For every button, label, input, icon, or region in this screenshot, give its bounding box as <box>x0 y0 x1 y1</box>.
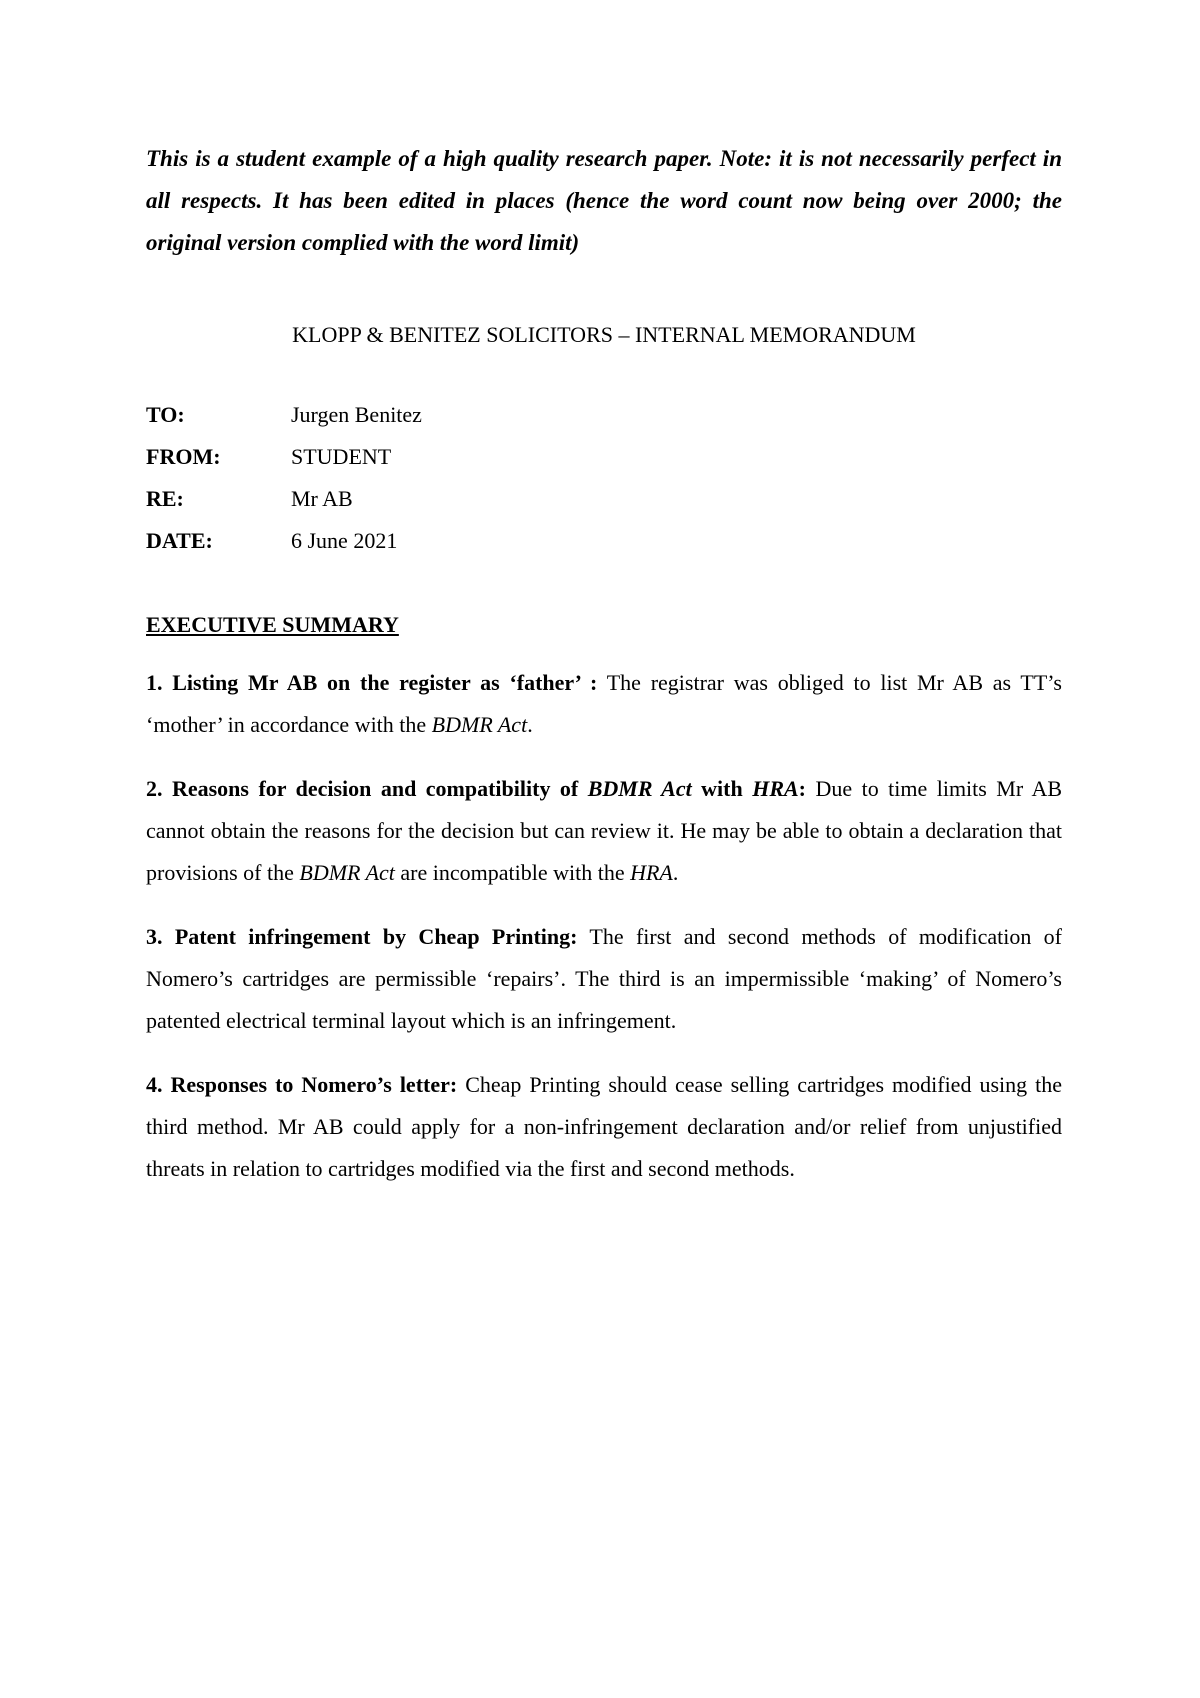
memo-title: KLOPP & BENITEZ SOLICITORS – INTERNAL MEMORANDUM <box>292 322 916 347</box>
header-value: STUDENT <box>291 444 392 469</box>
summary-item-lead: 1. Listing Mr AB on the register as ‘father’ : <box>146 670 598 695</box>
summary-item-text: . <box>527 712 533 737</box>
header-value: 6 June 2021 <box>291 528 398 553</box>
summary-item-lead <box>146 776 806 801</box>
act-reference: HRA <box>630 860 673 885</box>
summary-item-text: The first and second methods of modification of Nomero’s cartridges are permissible ‘repairs’. The third is an impermissible ‘making’ of Nomero’s patented electrical terminal layout which is an infringement. <box>146 924 1062 1033</box>
header-label: FROM: <box>146 444 221 469</box>
summary-item-lead-part: with <box>691 776 753 801</box>
header-label: RE: <box>146 486 184 511</box>
summary-item-lead-part: : <box>798 776 806 801</box>
act-reference: BDMR Act <box>299 860 395 885</box>
act-reference: HRA <box>752 776 799 801</box>
memo-header <box>146 402 1062 570</box>
header-label: DATE: <box>146 528 213 553</box>
summary-item-lead: 3. Patent infringement by Cheap Printing: <box>146 924 578 949</box>
summary-item-2 <box>146 768 1062 894</box>
summary-item-lead-part: 2. Reasons for decision and compatibility of <box>146 776 588 801</box>
summary-item-1 <box>146 662 1062 746</box>
header-row-re <box>146 486 1062 528</box>
summary-item-text: Cheap Printing should cease selling cartridges modified using the third method. Mr AB could apply for a non-infringement declaration and/or relief from unjustified threats in relation to cartridges modified via the first and second methods. <box>146 1072 1062 1181</box>
summary-item-4 <box>146 1064 1062 1190</box>
summary-item-text: The registrar was obliged to list Mr AB as TT’s ‘mother’ in accordance with the <box>146 670 1062 737</box>
summary-item-text: are incompatible with the <box>394 860 631 885</box>
summary-item-text: Due to time limits Mr AB cannot obtain the reasons for the decision but can review it. He may be able to obtain a declaration that provisions of the <box>146 776 1063 885</box>
act-reference: BDMR Act <box>587 776 692 801</box>
header-row-from <box>146 444 1062 486</box>
act-reference: BDMR Act <box>431 712 528 737</box>
summary-item-lead: 4. Responses to Nomero’s letter: <box>146 1072 458 1097</box>
header-label: TO: <box>146 402 185 427</box>
header-value: Mr AB <box>291 486 353 511</box>
header-row-date <box>146 528 1062 570</box>
summary-item-3 <box>146 916 1062 1042</box>
header-row-to <box>146 402 1062 444</box>
section-title-executive-summary: EXECUTIVE SUMMARY <box>146 612 399 637</box>
summary-item-text: . <box>672 860 679 885</box>
student-example-note: This is a student example of a high quality research paper. Note: it is not necessarily perfect in all respects. It has been edited in places (hence the word count now being over 2000; the original version complied with the word limit) <box>146 146 1062 255</box>
header-value: Jurgen Benitez <box>291 402 422 427</box>
